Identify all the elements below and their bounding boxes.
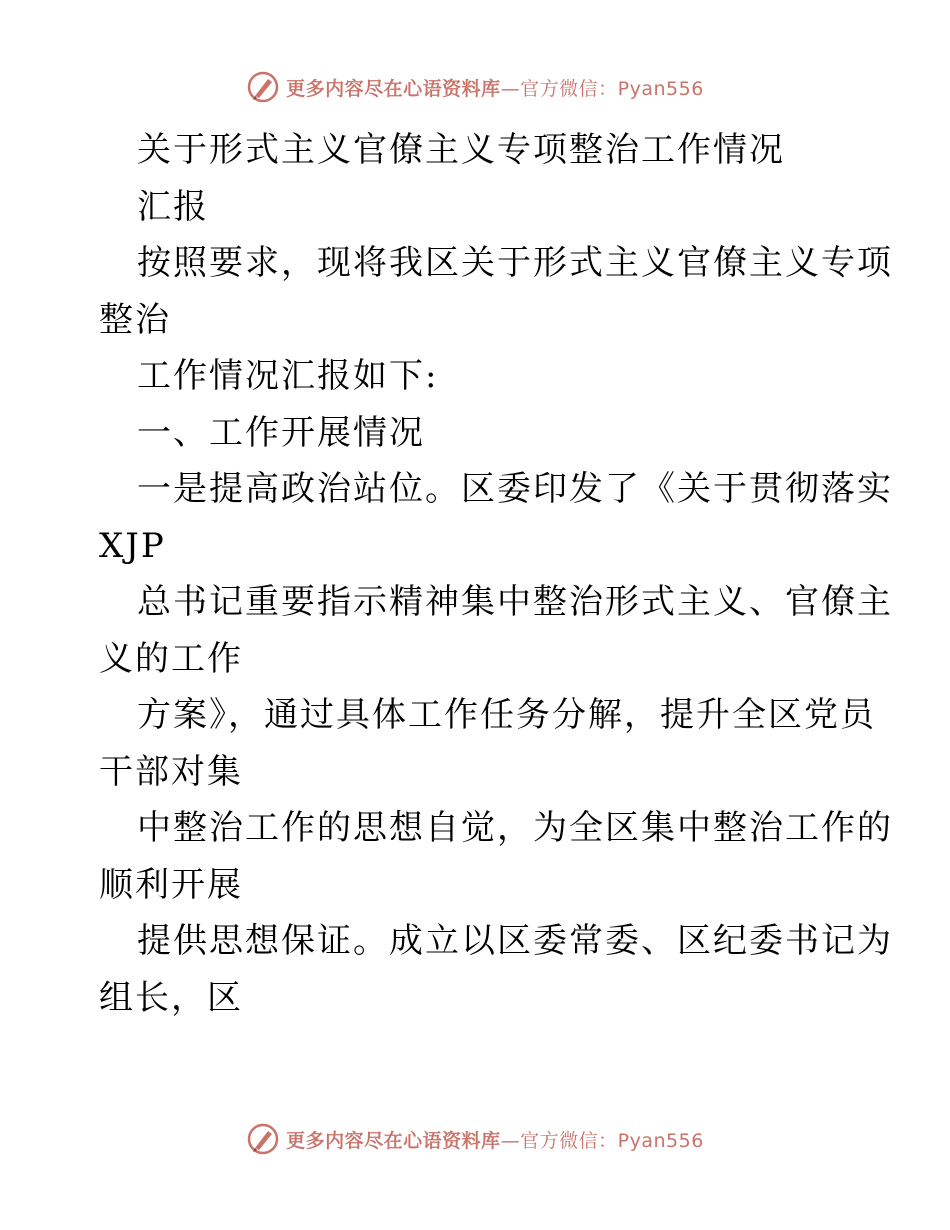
watermark-text	[286, 74, 704, 101]
watermark-separator: —	[500, 77, 521, 100]
text-line: 整治	[99, 299, 171, 340]
text-line: 干部对集	[99, 751, 243, 792]
watermark-separator: —	[500, 1129, 521, 1152]
footer-watermark	[0, 1122, 950, 1156]
text-line: 一、工作开展情况	[137, 412, 425, 453]
watermark-contact: 官方微信：Pyan556	[520, 1129, 704, 1152]
text-line: 汇报	[137, 186, 209, 227]
text-line: 顺利开展	[99, 864, 243, 905]
document-body	[99, 122, 893, 1026]
text-line: 组长，区	[99, 977, 243, 1018]
text-line: 总书记重要指示精神集中整治形式主义、官僚主	[137, 582, 893, 622]
watermark-brand: 更多内容尽在心语资料库	[286, 77, 501, 100]
text-line: 一是提高政治站位。区委印发了《关于贯彻落实	[137, 469, 893, 509]
header-watermark	[0, 70, 950, 104]
watermark-brand: 更多内容尽在心语资料库	[286, 1129, 501, 1152]
text-line: 义的工作	[99, 638, 243, 679]
watermark-contact: 官方微信：Pyan556	[520, 77, 704, 100]
text-line: 方案》，通过具体工作任务分解，提升全区党员	[137, 695, 876, 735]
text-line: 按照要求，现将我区关于形式主义官僚主义专项	[137, 243, 893, 283]
text-line: 提供思想保证。成立以区委常委、区纪委书记为	[137, 921, 893, 961]
text-line: 中整治工作的思想自觉，为全区集中整治工作的	[137, 808, 893, 848]
text-line: 关于形式主义官僚主义专项整治工作情况	[137, 130, 785, 170]
watermark-text	[286, 1126, 704, 1153]
pen-logo-icon	[246, 70, 280, 104]
text-line: 工作情况汇报如下:	[137, 356, 439, 396]
pen-logo-icon	[246, 1122, 280, 1156]
text-line: XJP	[99, 525, 166, 566]
